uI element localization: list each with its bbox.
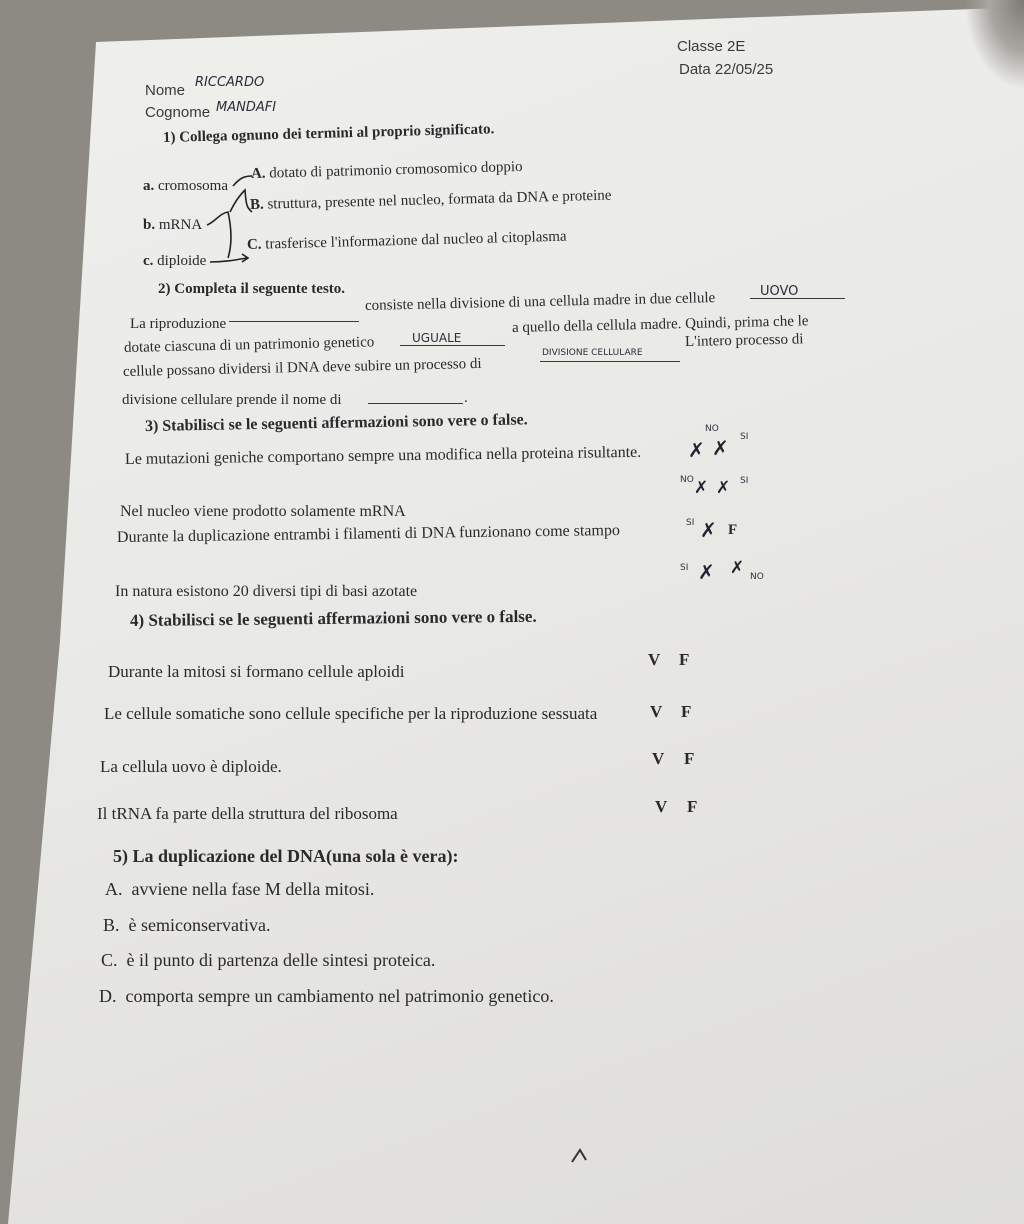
q3-note-1b: SI	[740, 432, 749, 442]
q4-f-2[interactable]: F	[681, 702, 692, 721]
q4-title: 4) Stabilisci se le seguenti affermazioni sono vere o false.	[129, 606, 537, 630]
q4-f-1[interactable]: F	[679, 650, 690, 669]
q4-statement-3: La cellula uovo è diploide.	[100, 757, 282, 776]
q5-option-c[interactable]: C. è il punto di partenza delle sintesi proteica.	[101, 950, 436, 970]
q2-line4: divisione cellulare prende il nome di	[122, 392, 342, 408]
surname-label: Cognome	[145, 104, 211, 121]
q3-note-2a: NO	[680, 475, 694, 485]
q5-option-b[interactable]: B. è semiconservativa.	[103, 915, 271, 935]
class-label: Classe 2E	[677, 38, 746, 55]
q1-title: 1) Collega ognuno dei termini al proprio significato.	[162, 121, 495, 146]
q4-v-3[interactable]: V	[652, 749, 665, 768]
q4-v-1[interactable]: V	[648, 650, 661, 669]
q4-f-4[interactable]: F	[687, 797, 698, 816]
q3-cross-1b: ✗	[712, 436, 729, 460]
q5-option-d[interactable]: D. comporta sempre un cambiamento nel patrimonio genetico.	[99, 986, 554, 1006]
q3-cross-3: ✗	[700, 518, 717, 542]
q3-cross-2a: ✗	[694, 478, 709, 498]
q4-statement-2: Le cellule somatiche sono cellule specifiche per la riproduzione sessuata	[104, 704, 598, 723]
q1-meaning-c: C. trasferisce l'informazione dal nucleo al citoplasma	[246, 228, 567, 253]
q3-statement-1: Le mutazioni geniche comportano sempre una modifica nella proteina risultante.	[124, 443, 642, 468]
q3-title: 3) Stabilisci se le seguenti affermazioni sono vere o false.	[144, 411, 528, 435]
q3-f-3: F	[728, 522, 738, 538]
q3-note-3a: SI	[686, 518, 695, 528]
date-label: Data 22/05/25	[679, 61, 774, 78]
q1-term-a: a. cromosoma	[143, 178, 228, 194]
q4-f-3[interactable]: F	[684, 749, 695, 768]
q3-note-1a: NO	[705, 424, 719, 434]
q2-line2-end: a quello della cellula madre. Quindi, prima che le	[511, 313, 809, 336]
q2-line3-end: L'intero processo di	[684, 331, 804, 350]
q2-line4-period: .	[464, 390, 468, 406]
q2-answer-2: UGUALE	[412, 331, 462, 345]
q2-answer-1: UOVO	[760, 284, 799, 299]
q1-term-b: b. mRNA	[143, 217, 203, 233]
q5-title: 5) La duplicazione del DNA(una sola è vera):	[113, 846, 459, 866]
q1-term-c: c. diploide	[143, 253, 207, 269]
q5-option-a[interactable]: A. avviene nella fase M della mitosi.	[105, 879, 375, 899]
q3-note-4a: SI	[680, 563, 689, 573]
surname-handwritten: MANDAFI	[216, 100, 277, 115]
q3-cross-1a: ✗	[688, 438, 705, 462]
q2-line1-start: La riproduzione	[130, 316, 227, 332]
q4-statement-1: Durante la mitosi si formano cellule aploidi	[108, 662, 405, 681]
q3-cross-4b: ✗	[730, 558, 745, 578]
q4-v-2[interactable]: V	[650, 702, 663, 721]
q2-title: 2) Completa il seguente testo.	[158, 281, 346, 297]
q2-line1-mid: consiste nella divisione di una cellula madre in due cellule	[364, 290, 716, 314]
q3-statement-4: In natura esistono 20 diversi tipi di basi azotate	[115, 583, 418, 600]
q3-cross-4a: ✗	[698, 560, 715, 584]
q2-line2-start: dotate ciascuna di un patrimonio genetico	[123, 334, 375, 356]
name-label: Nome	[145, 82, 186, 99]
q4-statement-4: Il tRNA fa parte della struttura del ribosoma	[97, 804, 398, 823]
q3-statement-3: Durante la duplicazione entrambi i filamenti di DNA funzionano come stampo	[116, 521, 621, 546]
name-handwritten: RICCARDO	[195, 75, 265, 90]
q3-cross-2b: ✗	[716, 478, 731, 498]
q2-answer-3: DIVISIONE CELLULARE	[542, 348, 643, 358]
q4-v-4[interactable]: V	[655, 797, 668, 816]
q3-note-2b: SI	[740, 476, 749, 486]
q3-statement-2: Nel nucleo viene prodotto solamente mRNA	[120, 503, 406, 520]
q3-note-4b: NO	[750, 572, 764, 582]
q1-meaning-b: B. struttura, presente nel nucleo, formata da DNA e proteine	[249, 187, 612, 213]
q2-line3-start: cellule possano dividersi il DNA deve subire un processo di	[122, 355, 482, 380]
q1-meaning-a: A. dotato di patrimonio cromosomico doppio	[250, 158, 523, 182]
